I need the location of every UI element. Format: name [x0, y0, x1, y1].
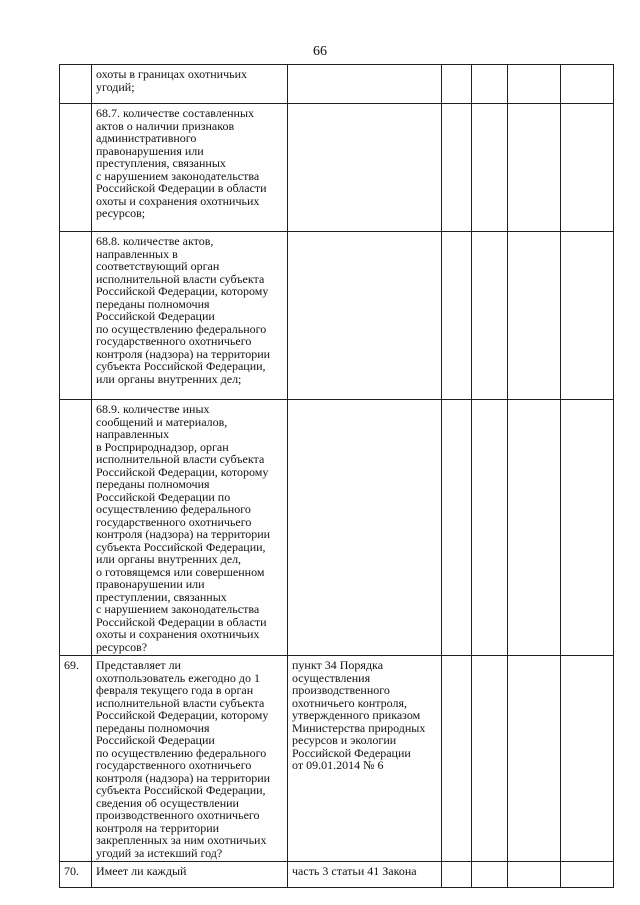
remarks-cell[interactable] — [561, 656, 614, 862]
answer-na-cell[interactable] — [508, 65, 561, 104]
legal-basis-text — [288, 104, 442, 232]
table-row — [60, 65, 614, 104]
table-row — [60, 862, 614, 888]
legal-basis-text — [288, 65, 442, 104]
legal-basis-text: пункт 34 Порядка осуществления производственного охотничьего контроля, утвержденного приказом Министерства природных ресурсов и экологии Российской Федерации от 09.01.2014 № 6 — [288, 656, 442, 862]
answer-na-cell[interactable] — [508, 862, 561, 888]
answer-no-cell[interactable] — [472, 232, 508, 400]
question-text: Представляет ли охотпользователь ежегодно до 1 февраля текущего года в орган исполнительной власти субъекта Российской Федерации, которому переданы полномочия Российской Федерации по осуществлению федерального государственного охотничьего контроля (надзора) на территории субъекта Российской Федерации, сведения об осуществлении производственного охотничьего контроля на территории закрепленных за ним охотничьих угодий за истекший год? — [92, 656, 288, 862]
row-number — [60, 65, 92, 104]
remarks-cell[interactable] — [561, 400, 614, 656]
row-number — [60, 104, 92, 232]
answer-yes-cell[interactable] — [442, 400, 472, 656]
answer-na-cell[interactable] — [508, 400, 561, 656]
table-row — [60, 656, 614, 862]
table-row — [60, 400, 614, 656]
question-text: охоты в границах охотничьих угодий; — [92, 65, 288, 104]
remarks-cell[interactable] — [561, 104, 614, 232]
row-number — [60, 232, 92, 400]
answer-no-cell[interactable] — [472, 862, 508, 888]
answer-no-cell[interactable] — [472, 656, 508, 862]
legal-basis-text: часть 3 статьи 41 Закона — [288, 862, 442, 888]
table-row — [60, 104, 614, 232]
table-row — [60, 232, 614, 400]
answer-yes-cell[interactable] — [442, 656, 472, 862]
answer-yes-cell[interactable] — [442, 232, 472, 400]
remarks-cell[interactable] — [561, 65, 614, 104]
inspection-checklist-table — [59, 64, 614, 888]
row-number — [60, 400, 92, 656]
question-text: 68.9. количестве иных сообщений и материалов, направленных в Росприроднадзор, орган исполнительной власти субъекта Российской Федерации, которому переданы полномочия Российской Федерации по осуществлению федерального государственного охотничьего контроля (надзора) на территории субъекта Российской Федерации, или органы внутренних дел, о готовящемся или совершенном правонарушении или преступлении, связанных с нарушением законодательства Российской Федерации в области охоты и сохранения охотничьих ресурсов? — [92, 400, 288, 656]
question-text: Имеет ли каждый — [92, 862, 288, 888]
row-number: 69. — [60, 656, 92, 862]
answer-no-cell[interactable] — [472, 400, 508, 656]
row-number: 70. — [60, 862, 92, 888]
legal-basis-text — [288, 232, 442, 400]
answer-na-cell[interactable] — [508, 232, 561, 400]
remarks-cell[interactable] — [561, 232, 614, 400]
remarks-cell[interactable] — [561, 862, 614, 888]
page-number: 66 — [313, 44, 327, 59]
answer-no-cell[interactable] — [472, 104, 508, 232]
answer-yes-cell[interactable] — [442, 862, 472, 888]
answer-na-cell[interactable] — [508, 656, 561, 862]
answer-yes-cell[interactable] — [442, 65, 472, 104]
question-text: 68.8. количестве актов, направленных в соответствующий орган исполнительной власти субъекта Российской Федерации, которому переданы полномочия Российской Федерации по осуществлению федерального государственного охотничьего контроля (надзора) на территории субъекта Российской Федерации, или органы внутренних дел; — [92, 232, 288, 400]
question-text: 68.7. количестве составленных актов о наличии признаков административного правонарушения или преступления, связанных с нарушением законодательства Российской Федерации в области охоты и сохранения охотничьих ресурсов; — [92, 104, 288, 232]
legal-basis-text — [288, 400, 442, 656]
answer-yes-cell[interactable] — [442, 104, 472, 232]
answer-na-cell[interactable] — [508, 104, 561, 232]
answer-no-cell[interactable] — [472, 65, 508, 104]
